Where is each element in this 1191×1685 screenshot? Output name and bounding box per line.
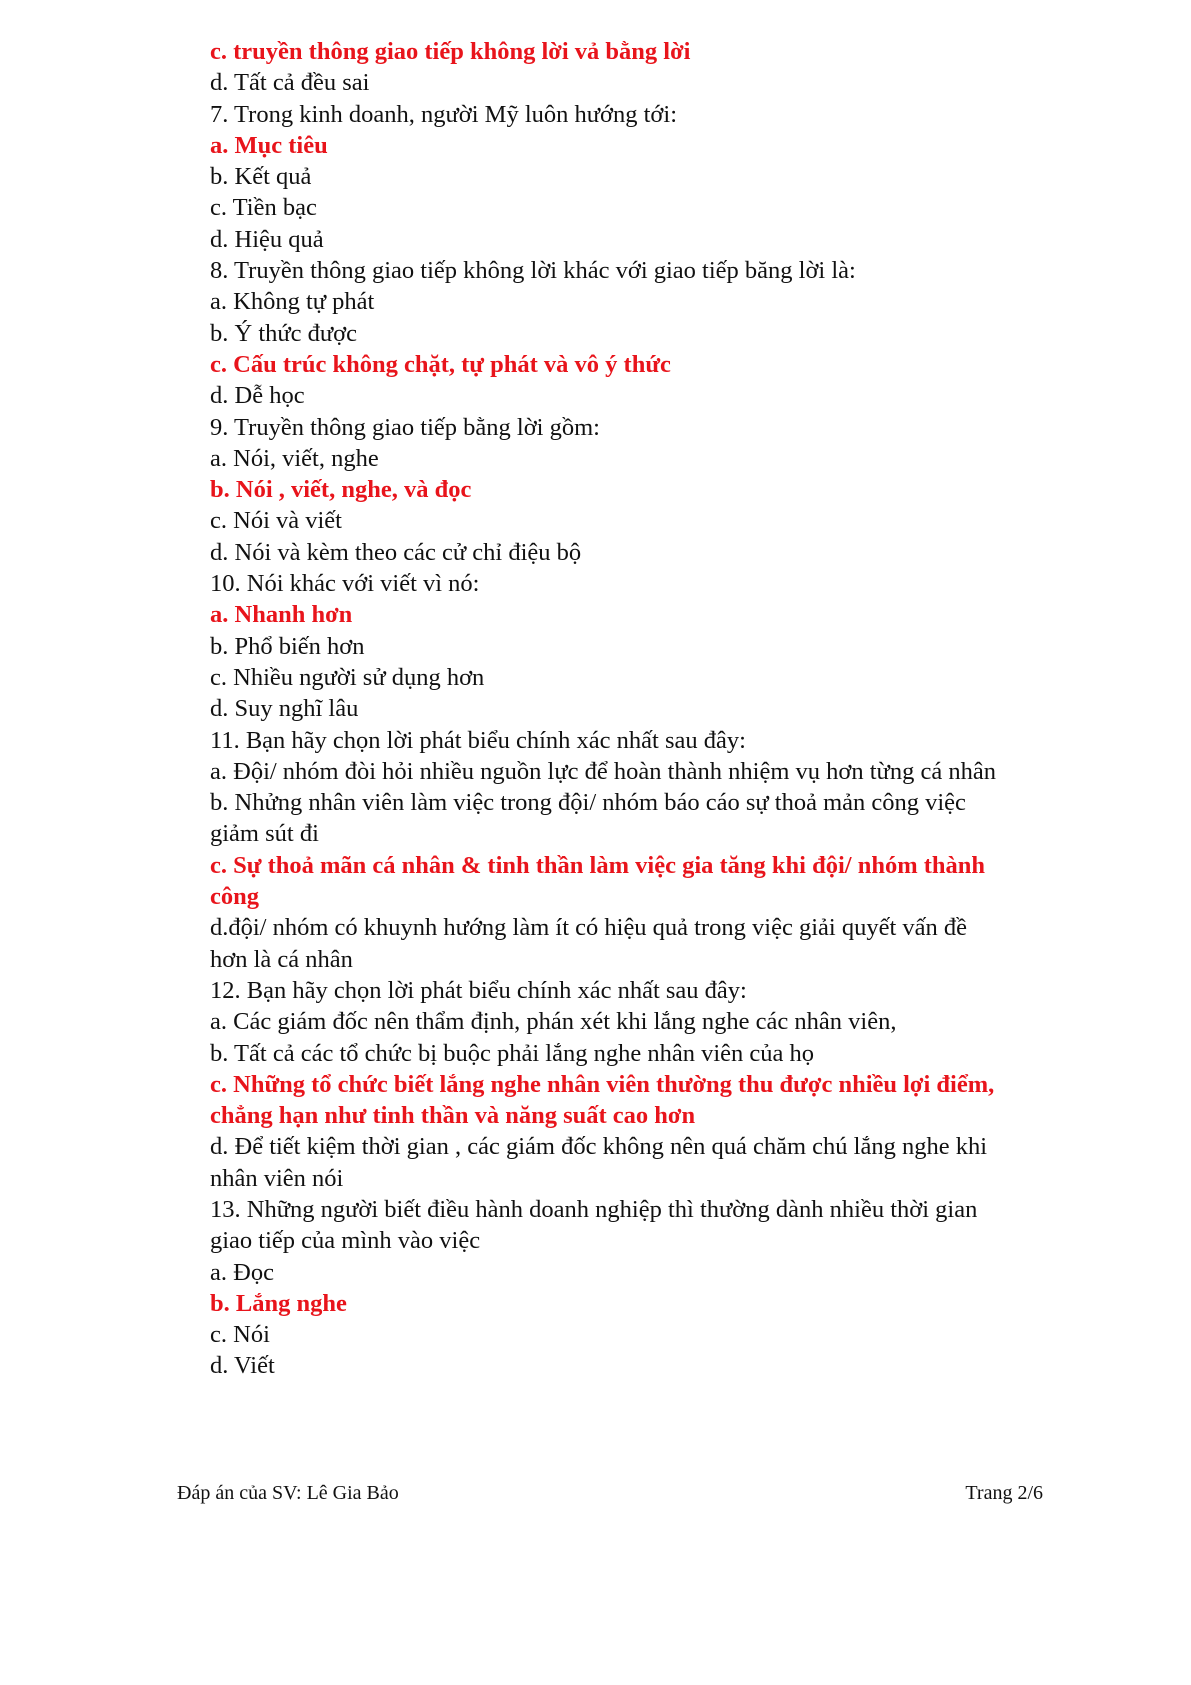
text-line: a. Đọc [210,1258,274,1286]
text-line: hơn là cá nhân [210,945,353,973]
text-line: 7. Trong kinh doanh, người Mỹ luôn hướng tới: [210,100,677,128]
correct-answer-line: c. truyền thông giao tiếp không lời vả bằng lời [210,38,691,65]
text-line: c. Nói [210,1321,270,1349]
text-line: 9. Truyền thông giao tiếp bằng lời gồm: [210,413,600,441]
footer-page-number: Trang 2/6 [965,1482,1043,1504]
text-line: d. Nói và kèm theo các cử chỉ điệu bộ [210,538,582,566]
text-line: d.đội/ nhóm có khuynh hướng làm ít có hiệu quả trong việc giải quyết vấn đề [210,914,967,942]
text-line: c. Nói và viết [210,507,342,535]
text-line: c. Tiền bạc [210,194,317,222]
text-line: giao tiếp của mình vào việc [210,1227,481,1255]
text-line: d. Dễ học [210,382,305,410]
text-line: b. Tất cả các tổ chức bị buộc phải lắng nghe nhân viên của họ [210,1039,815,1067]
text-line: a. Nói, viết, nghe [210,444,379,472]
correct-answer-line: b. Nói , viết, nghe, và đọc [210,476,472,504]
correct-answer-line: a. Nhanh hơn [210,601,353,629]
text-line: d. Tất cả đều sai [210,69,370,97]
text-line: 8. Truyền thông giao tiếp không lời khác với giao tiếp băng lời là: [210,257,856,285]
text-line: a. Các giám đốc nên thẩm định, phán xét khi lắng nghe các nhân viên, [210,1008,897,1036]
correct-answer-line: chẳng hạn như tinh thần và năng suất cao hơn [210,1102,696,1130]
text-line: 13. Những người biết điều hành doanh nghiệp thì thường dành nhiều thời gian [210,1195,978,1223]
text-line: a. Không tự phát [210,288,375,316]
correct-answer-line: c. Những tổ chức biết lắng nghe nhân viên thường thu được nhiều lợi điểm, [210,1070,995,1098]
text-line: d. Suy nghĩ lâu [210,695,359,723]
text-line: a. Đội/ nhóm đòi hỏi nhiều nguồn lực để hoàn thành nhiệm vụ hơn từng cá nhân [210,757,996,785]
correct-answer-line: c. Cấu trúc không chặt, tự phát và vô ý thức [210,350,671,378]
correct-answer-line: c. Sự thoả mãn cá nhân & tinh thần làm việc gia tăng khi đội/ nhóm thành [210,851,986,879]
text-line: giảm sút đi [210,820,319,848]
text-line: c. Nhiều người sử dụng hơn [210,663,485,691]
footer-student-answer: Đáp án của SV: Lê Gia Bảo [177,1482,399,1504]
correct-answer-line: b. Lắng nghe [210,1289,347,1317]
text-line: b. Phổ biến hơn [210,632,365,660]
text-line: b. Kết quả [210,163,312,191]
text-line: 12. Bạn hãy chọn lời phát biểu chính xác nhất sau đây: [210,976,747,1004]
quiz-content [210,36,1090,1382]
text-line: d. Viết [210,1352,275,1380]
text-line: d. Để tiết kiệm thời gian , các giám đốc không nên quá chăm chú lắng nghe khi [210,1133,988,1161]
text-line: 10. Nói khác với viết vì nó: [210,570,480,598]
text-line: nhân viên nói [210,1164,344,1192]
correct-answer-line: a. Mục tiêu [210,131,328,159]
text-line: d. Hiệu quả [210,225,324,253]
text-line: 11. Bạn hãy chọn lời phát biểu chính xác nhất sau đây: [210,726,746,754]
text-line: b. Nhửng nhân viên làm việc trong đội/ nhóm báo cáo sự thoả mản công việc [210,789,966,817]
correct-answer-line: công [210,883,259,911]
text-line: b. Ý thức được [210,319,358,347]
